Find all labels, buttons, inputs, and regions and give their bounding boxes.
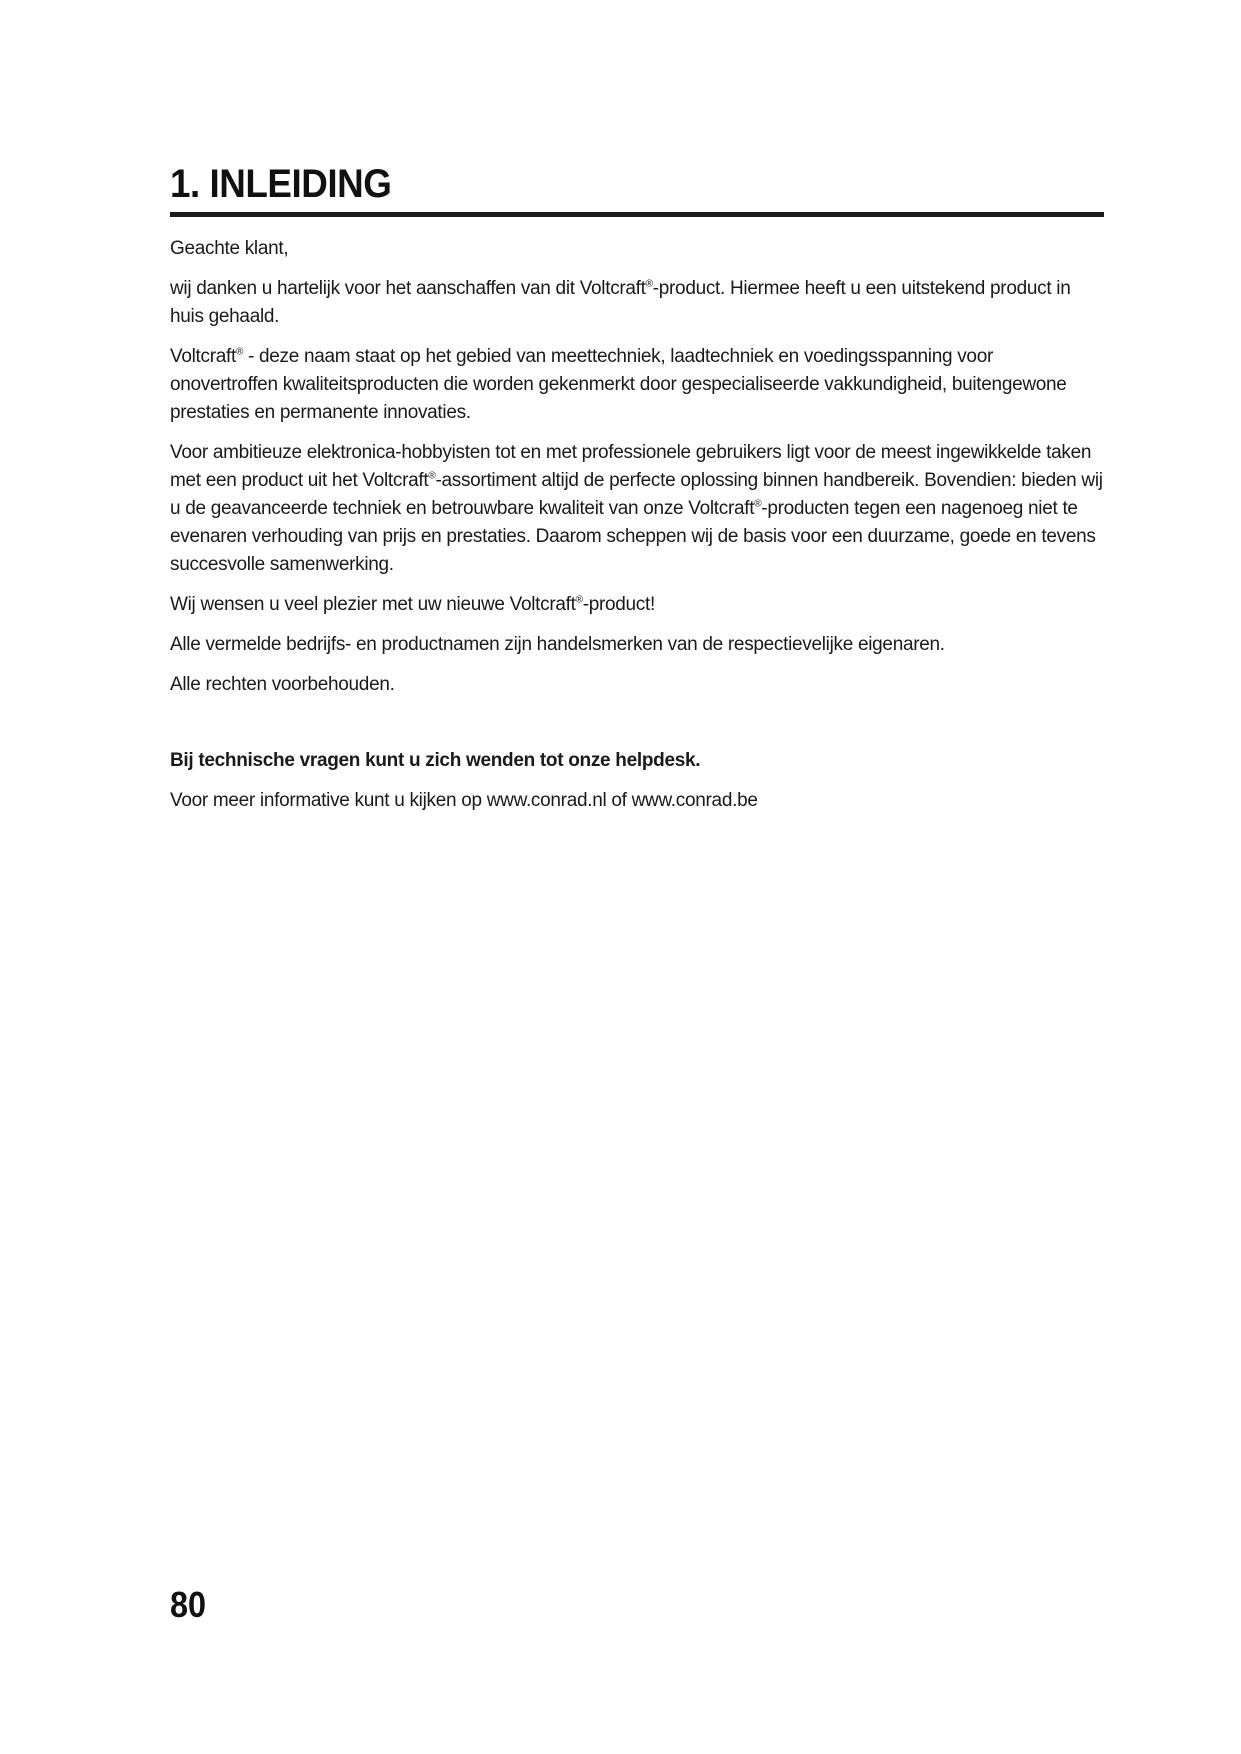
registered-mark: ® bbox=[428, 470, 436, 482]
heading-rule bbox=[170, 212, 1104, 217]
registered-mark: ® bbox=[575, 594, 583, 606]
spacer bbox=[170, 711, 1104, 747]
page-number: 80 bbox=[170, 1584, 207, 1625]
registered-mark: ® bbox=[235, 346, 244, 358]
page-content bbox=[170, 160, 1104, 827]
helpdesk-paragraph: Bij technische vragen kunt u zich wenden tot onze helpdesk. bbox=[170, 750, 701, 771]
audience-paragraph bbox=[170, 439, 1104, 579]
thanks-text-a: wij danken u hartelijk voor het aanschaffen van dit Voltcraft bbox=[170, 278, 646, 299]
wishes-text-a: Wij wensen u veel plezier met uw nieuwe Voltcraft bbox=[170, 594, 576, 615]
wishes-text-b: -product! bbox=[582, 594, 655, 615]
brand-text-b: - deze naam staat op het gebied van meettechniek, laadtechniek en voedingsspanning voor onovertroffen kwaliteitsproducten die worden gekenmerkt door gespecialiseerde vakkundigheid, buitengewone prestaties en permanente innovaties. bbox=[170, 346, 1067, 423]
audience-text-c: -producten tegen een nagenoeg niet te evenaren verhouding van prijs en prestaties. Daarom scheppen wij de basis voor een duurzame, goede en tevens succesvolle samenwerking. bbox=[170, 498, 1096, 575]
registered-mark: ® bbox=[754, 498, 762, 510]
audience-text-b: -assortiment altijd de perfecte oplossing binnen handbereik. Bovendien: bieden wij u de geavanceerde techniek en betrouwbare kwaliteit van onze Voltcraft bbox=[170, 470, 1103, 519]
thanks-paragraph bbox=[170, 275, 1104, 331]
wishes-paragraph bbox=[170, 591, 1104, 619]
info-paragraph: Voor meer informative kunt u kijken op www.conrad.nl of www.conrad.be bbox=[170, 790, 758, 811]
registered-mark: ® bbox=[645, 278, 653, 290]
thanks-text-b: -product. Hiermee heeft u een uitstekend product in huis gehaald. bbox=[170, 278, 1071, 327]
audience-text-a: Voor ambitieuze elektronica-hobbyisten tot en met professionele gebruikers ligt voor de meest ingewikkelde taken met een product uit het Voltcraft bbox=[170, 442, 1092, 491]
rights-paragraph: Alle rechten voorbehouden. bbox=[170, 674, 395, 695]
trademarks-paragraph: Alle vermelde bedrijfs- en productnamen zijn handelsmerken van de respectievelijke eigenaren. bbox=[170, 634, 945, 655]
greeting-paragraph: Geachte klant, bbox=[170, 238, 289, 259]
brand-text-a: Voltcraft bbox=[170, 346, 236, 367]
section-title: 1. INLEIDING bbox=[170, 162, 392, 206]
brand-paragraph bbox=[170, 343, 1104, 427]
